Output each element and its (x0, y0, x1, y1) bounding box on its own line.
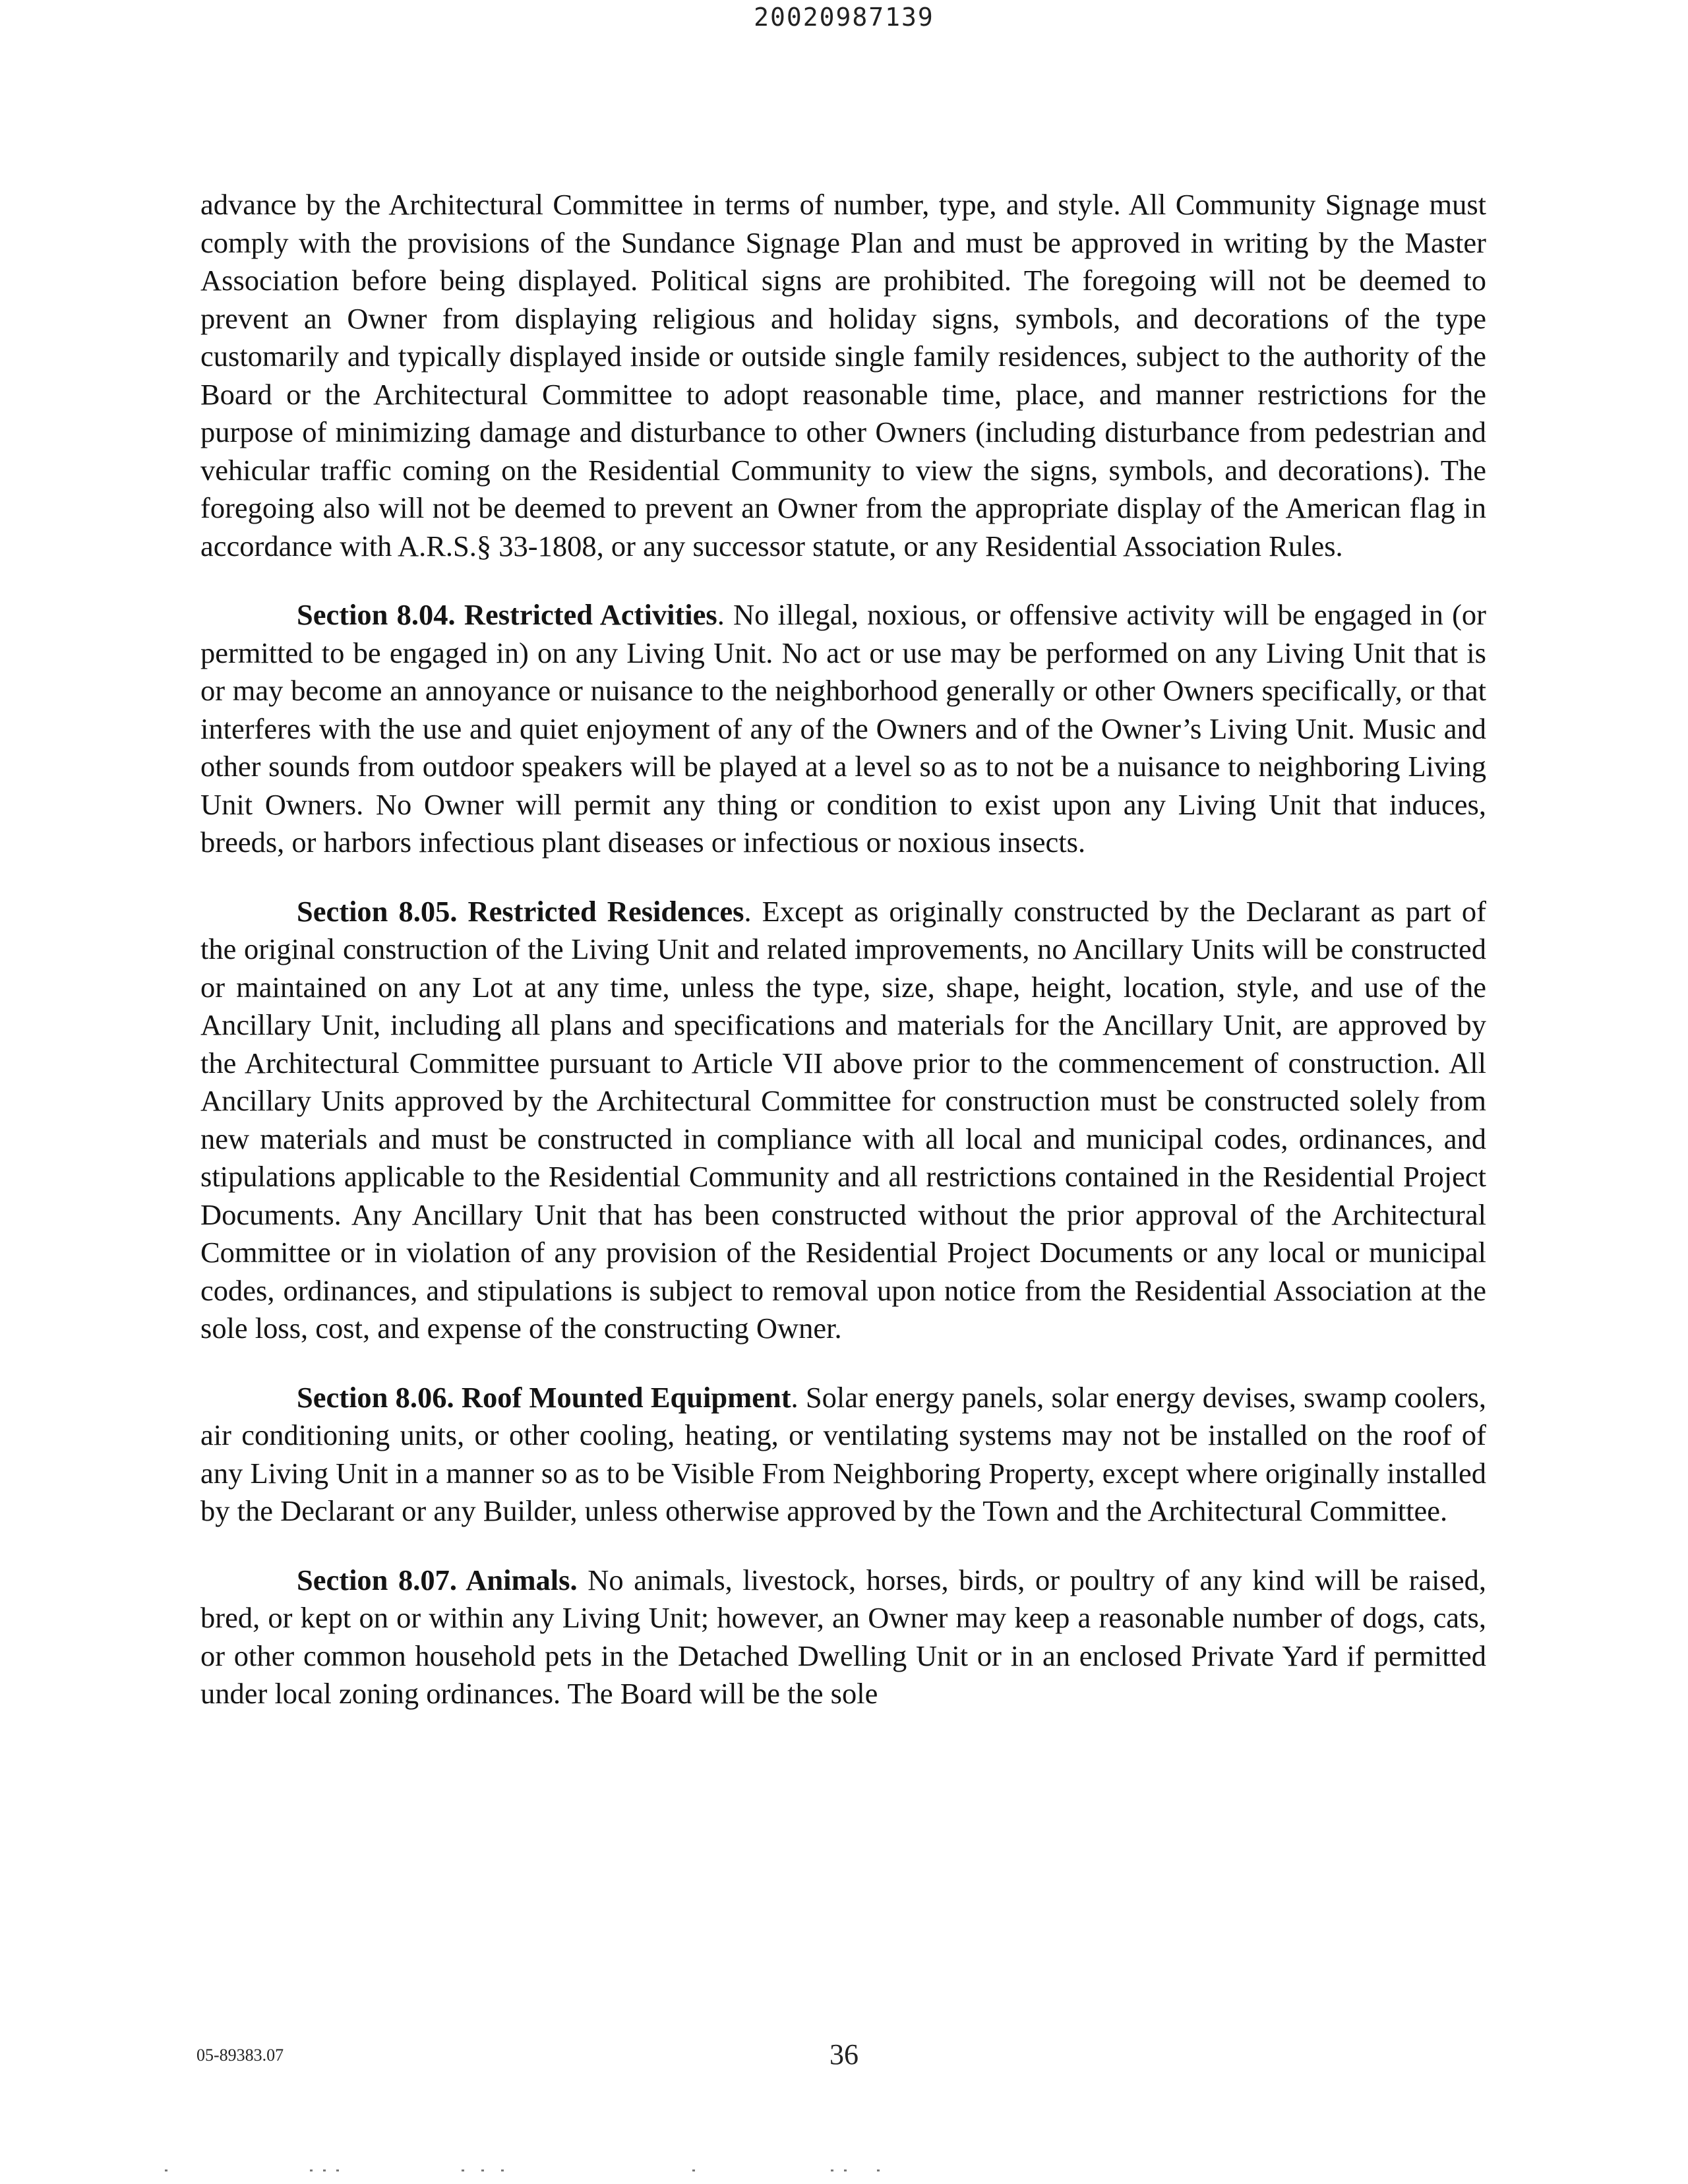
document-body (200, 186, 1486, 1744)
footer-page-number: 36 (829, 2038, 859, 2071)
section-8-07 (200, 1562, 1486, 1713)
paragraph-text: No animals, livestock, horses, birds, or poultry of any kind will be raised, bred, or kept on or within any Living Unit; however, an Owner may keep a reasonable number of dogs, cats, or other common household pets in the Detached Dwelling Unit or in an enclosed Private Yard if permitted under local zoning ordinances. The Board will be the sole (200, 1563, 1486, 1710)
scan-artifacts (0, 2169, 1688, 2176)
section-8-04 (200, 596, 1486, 862)
section-heading: Section 8.06. Roof Mounted Equipment (297, 1380, 791, 1414)
scan-speck (336, 2169, 339, 2171)
scan-speck (462, 2169, 464, 2171)
footer-document-number: 05-89383.07 (196, 2046, 284, 2065)
section-8-05 (200, 893, 1486, 1348)
section-heading: Section 8.05. Restricted Residences (297, 894, 744, 928)
paragraph-text: . No illegal, noxious, or offensive activity will be engaged in (or permitted to be engaged in) on any Living Unit. No act or use may be performed on any Living Unit that is or may become an annoyance or nuisance to the neighborhood generally or other Owners specifically, or that interferes with the use and quiet enjoyment of any of the Owners and of the Owner’s Living Unit. Music and other sounds from outdoor speakers will be played at a level so as to not be a nuisance to neighboring Living Unit Owners. No Owner will permit any thing or condition to exist upon any Living Unit that induces, breeds, or harbors infectious plant diseases or infectious or noxious insects. (200, 598, 1486, 859)
scan-speck (877, 2169, 880, 2171)
paragraph-text: . Except as originally constructed by the Declarant as part of the original construction of the Living Unit and related improvements, no Ancillary Units will be constructed or maintained on any Lot at any time, unless the type, size, shape, height, location, style, and use of the Ancillary Unit, including all plans and specifications and materials for the Ancillary Unit, are approved by the Architectural Committee pursuant to Article VII above prior to the commencement of construction. All Ancillary Units approved by the Architectural Committee for construction must be constructed solely from new materials and must be constructed in compliance with all local and municipal codes, ordinances, and stipulations applicable to the Residential Community and all restrictions contained in the Residential Project Documents. Any Ancillary Unit that has been constructed without the prior approval of the Architectural Committee or in violation of any provision of the Residential Project Documents or any local or municipal codes, ordinances, and stipulations is subject to removal upon notice from the Residential Association at the sole loss, cost, and expense of the constructing Owner. (200, 894, 1487, 1345)
scan-speck (831, 2169, 833, 2171)
paragraph-text: advance by the Architectural Committee in terms of number, type, and style. All Community Signage must comply with the provisions of the Sundance Signage Plan and must be approved in writing by the Master Association before being displayed. Political signs are prohibited. The foregoing will not be deemed to prevent an Owner from displaying religious and holiday signs, symbols, and decorations of the type customarily and typically displayed inside or outside single family residences, subject to the authority of the Board or the Architectural Committee to adopt reasonable time, place, and manner restrictions for the purpose of minimizing damage and disturbance to other Owners (including disturbance from pedestrian and vehicular traffic coming on the Residential Community to view the signs, symbols, and decorations). The foregoing also will not be deemed to prevent an Owner from the appropriate display of the American flag in accordance with A.R.S.§ 33-1808, or any successor statute, or any Residential Association Rules. (200, 188, 1486, 562)
paragraph-text: . Solar energy panels, solar energy devises, swamp coolers, air conditioning units, or other cooling, heating, or ventilating systems may not be installed on the roof of any Living Unit in a manner so as to be Visible From Neighboring Property, except where originally installed by the Declarant or any Builder, unless otherwise approved by the Town and the Architectural Committee. (200, 1380, 1486, 1527)
scan-speck (323, 2169, 326, 2171)
scan-speck (844, 2169, 847, 2171)
section-heading: Section 8.04. Restricted Activities (297, 598, 717, 631)
scan-speck (692, 2169, 695, 2171)
paragraph-continuation (200, 186, 1486, 565)
scan-speck (481, 2169, 484, 2171)
section-heading: Section 8.07. Animals. (297, 1563, 578, 1596)
section-8-06 (200, 1379, 1486, 1531)
scan-speck (501, 2169, 504, 2171)
recording-number: 20020987139 (754, 3, 934, 32)
scan-speck (310, 2169, 313, 2171)
scan-speck (165, 2169, 167, 2171)
